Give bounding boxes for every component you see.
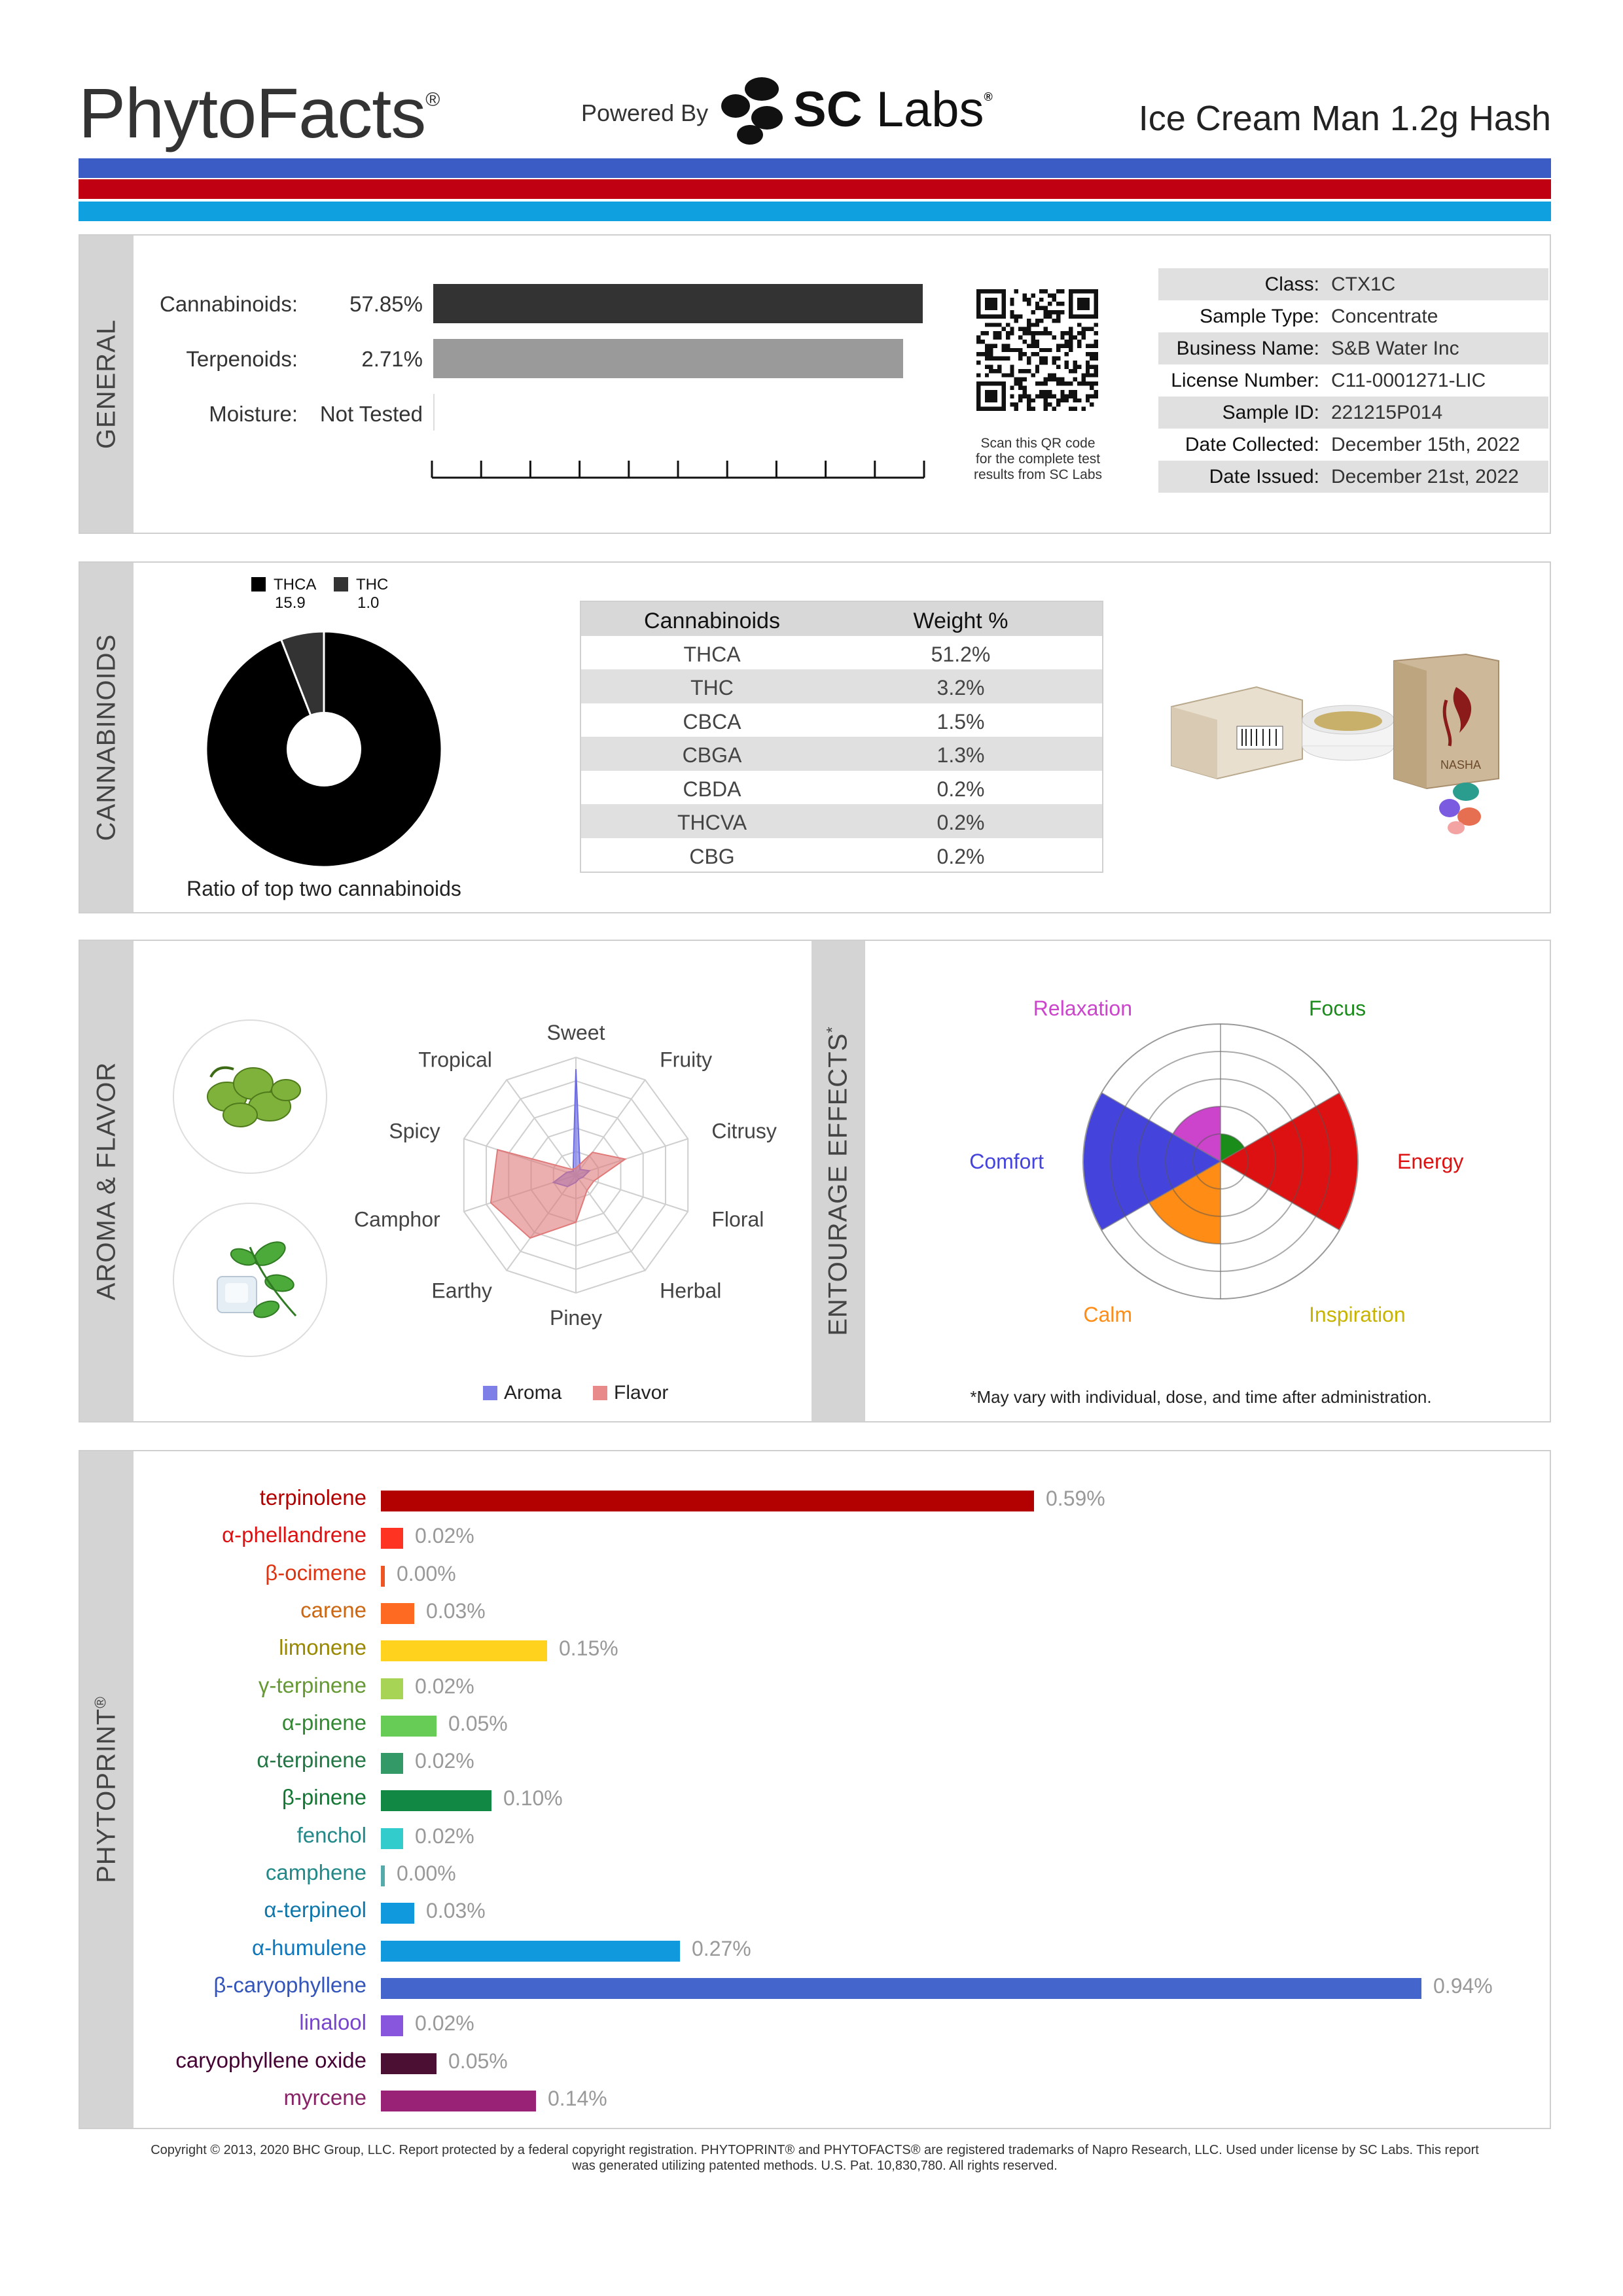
radar-axis-label-tropical: Tropical xyxy=(418,1048,492,1072)
terpene-value: 0.02% xyxy=(415,1749,474,1773)
header-stripe-light-blue xyxy=(79,202,1551,221)
info-row-license-number xyxy=(1158,364,1548,397)
info-value: December 15th, 2022 xyxy=(1331,434,1520,455)
terpene-value: 0.02% xyxy=(415,1824,474,1848)
terpene-bar xyxy=(381,1941,680,1962)
cannabinoids-bar xyxy=(433,284,923,323)
info-value: Concentrate xyxy=(1331,306,1438,327)
info-row-class xyxy=(1158,268,1548,300)
info-row-date-collected xyxy=(1158,429,1548,461)
qr-note-line: for the complete test xyxy=(975,451,1101,467)
radar-axis-label-piney: Piney xyxy=(549,1306,603,1330)
terpene-name: β-caryophyllene xyxy=(213,1972,366,1997)
info-row-sample-type xyxy=(1158,300,1548,332)
terpene-bar xyxy=(381,1828,403,1849)
lab-name-rest: Labs xyxy=(876,82,984,137)
terpene-value: 0.00% xyxy=(397,1862,456,1885)
radar-axis-label-camphor: Camphor xyxy=(354,1207,440,1231)
table-row xyxy=(581,636,1102,670)
info-value: C11-0001271-LIC xyxy=(1331,370,1486,391)
terpenoids-label: Terpenoids: xyxy=(186,347,298,371)
terpene-bar xyxy=(381,1978,1421,1999)
radar-axis-label-herbal: Herbal xyxy=(660,1279,722,1303)
sc-labs-mark-icon xyxy=(1439,783,1481,834)
header-stripe-red xyxy=(79,179,1551,199)
terpene-bar xyxy=(381,1640,547,1661)
legend-thca-swatch xyxy=(251,577,266,592)
legend-thc-swatch xyxy=(334,577,348,592)
terpene-bar xyxy=(381,1678,403,1699)
terpene-name: linalool xyxy=(299,2010,366,2035)
qr-note-line: results from SC Labs xyxy=(973,467,1103,482)
product-box-lettering: NASHA xyxy=(1440,758,1482,771)
terpene-value: 0.05% xyxy=(448,1711,508,1735)
terpene-bar xyxy=(381,1566,385,1587)
effect-label-inspiration: Inspiration xyxy=(1309,1302,1406,1326)
cannabinoids-section-label: CANNABINOIDS xyxy=(92,633,121,841)
effect-wedge-energy xyxy=(1221,1093,1358,1230)
terpene-value: 0.02% xyxy=(415,1524,474,1548)
terpene-value: 0.03% xyxy=(426,1899,486,1923)
terpene-bar xyxy=(381,1603,414,1624)
general-side-tab xyxy=(80,236,134,533)
copyright-line: was generated utilizing patented methods. U.S. Pat. 10,830,780. All rights reserved. xyxy=(572,2159,1058,2173)
terpene-name: α-humulene xyxy=(251,1935,366,1960)
moisture-bar-empty xyxy=(433,394,435,431)
lab-name-bold: SC xyxy=(793,82,863,137)
radar-axis-label-sweet: Sweet xyxy=(546,1021,605,1044)
product-box-right xyxy=(1394,654,1499,788)
table-header-cannabinoids: Cannabinoids xyxy=(644,609,780,633)
legend-flavor-label: Flavor xyxy=(614,1382,669,1404)
moisture-value: Not Tested xyxy=(319,402,423,426)
effect-label-relaxation: Relaxation xyxy=(1033,997,1132,1021)
terpene-name: caryophyllene oxide xyxy=(175,2047,366,2072)
general-section-label: GENERAL xyxy=(92,319,121,450)
terpene-name: β-ocimene xyxy=(265,1560,366,1585)
product-title: Ice Cream Man 1.2g Hash xyxy=(1138,99,1551,138)
effect-label-calm: Calm xyxy=(1083,1302,1132,1326)
aroma-section-label: AROMA & FLAVOR xyxy=(92,1061,121,1301)
table-cell-weight: 3.2% xyxy=(936,676,985,699)
table-cell-weight: 0.2% xyxy=(936,844,985,868)
qr-note xyxy=(949,436,1127,483)
terpene-value: 0.02% xyxy=(415,2011,474,2036)
table-cell-name: CBDA xyxy=(683,777,741,801)
table-cell-name: THC xyxy=(690,676,734,699)
phytoprint-label-text: PHYTOPRINT xyxy=(92,1708,121,1883)
table-row xyxy=(581,737,1102,771)
radar-axis-label-floral: Floral xyxy=(711,1207,764,1231)
terpene-bar xyxy=(381,2015,403,2036)
legend-aroma-label: Aroma xyxy=(504,1382,562,1404)
entourage-label-mark: * xyxy=(823,1026,842,1033)
table-cell-name: CBG xyxy=(689,844,735,868)
terpene-bar xyxy=(381,1865,385,1886)
info-key: Date Collected: xyxy=(1185,434,1319,455)
terpene-name: terpinolene xyxy=(259,1485,366,1510)
table-row xyxy=(581,771,1102,805)
radar-axis-label-fruity: Fruity xyxy=(660,1048,713,1072)
brand-logo xyxy=(79,72,439,154)
terpene-value: 0.02% xyxy=(415,1674,474,1698)
info-key: Sample Type: xyxy=(1200,306,1319,327)
terpene-bar xyxy=(381,1903,414,1924)
terpene-bar xyxy=(381,1491,1034,1511)
terpene-name: β-pinene xyxy=(281,1785,366,1810)
info-value: S&B Water Inc xyxy=(1331,338,1459,359)
radar-axis-label-spicy: Spicy xyxy=(389,1119,440,1143)
radar-axis-label-earthy: Earthy xyxy=(431,1279,492,1303)
table-header-row xyxy=(581,602,1102,636)
hops-illustration xyxy=(171,1018,329,1175)
effect-label-energy: Energy xyxy=(1397,1150,1464,1173)
moisture-label: Moisture: xyxy=(209,402,298,426)
entourage-section-label xyxy=(823,1026,853,1335)
entourage-effects-polar-chart xyxy=(942,988,1499,1354)
legend-thc-value: 1.0 xyxy=(357,594,380,612)
cannabinoids-side-tab xyxy=(80,563,134,912)
copyright-line: Copyright © 2013, 2020 BHC Group, LLC. Report protected by a federal copyright registration. PHYTOPRINT® and PHYTOFACTS® are registered trademarks of Napro Research, LLC. Used under license by SC Labs. This report xyxy=(151,2143,1479,2157)
entourage-footnote: *May vary with individual, dose, and time after administration. xyxy=(970,1387,1432,1407)
legend-thca-value: 15.9 xyxy=(275,594,306,612)
terpenoids-value: 2.71% xyxy=(361,347,423,371)
copyright-notice xyxy=(79,2142,1551,2174)
terpene-bar xyxy=(381,1753,403,1774)
brand-name: PhytoFacts xyxy=(79,73,426,152)
lab-registered-mark: ® xyxy=(984,90,993,103)
table-cell-name: THCVA xyxy=(677,811,747,834)
table-cell-weight: 0.2% xyxy=(936,777,985,801)
table-row xyxy=(581,838,1102,872)
phytoprint-section-label xyxy=(92,1696,121,1883)
legend-thca-name: THCA xyxy=(274,576,317,593)
info-key: Class: xyxy=(1264,274,1319,295)
terpenoids-bar xyxy=(433,339,903,378)
terpene-name: fenchol xyxy=(296,1822,366,1847)
terpene-name: γ-terpinene xyxy=(258,1672,366,1697)
entourage-side-tab xyxy=(812,941,865,1421)
phytoprint-side-tab xyxy=(80,1451,134,2128)
table-header-weight: Weight % xyxy=(913,609,1008,633)
table-cell-weight: 1.3% xyxy=(936,743,985,767)
aroma-side-tab xyxy=(80,941,134,1421)
info-key: Business Name: xyxy=(1176,338,1319,359)
table-row xyxy=(581,703,1102,737)
terpene-name: α-terpineol xyxy=(264,1898,366,1922)
general-scale-axis xyxy=(431,458,925,479)
info-row-date-issued xyxy=(1158,461,1548,493)
table-cell-name: CBCA xyxy=(683,709,741,733)
ice-mint-illustration xyxy=(171,1201,329,1358)
sc-labs-logo-icon xyxy=(719,77,784,145)
info-value: CTX1C xyxy=(1331,274,1396,295)
aroma-flavor-radar-chart xyxy=(340,985,812,1352)
powered-by-label: Powered By xyxy=(581,99,709,126)
terpene-name: limonene xyxy=(279,1635,366,1660)
table-cell-weight: 51.2% xyxy=(931,642,991,666)
radar-series-flavor xyxy=(491,1150,625,1238)
info-key: Date Issued: xyxy=(1209,466,1319,487)
phytoprint-label-mark: ® xyxy=(92,1696,110,1708)
terpene-bar xyxy=(381,2053,437,2074)
info-row-sample-id xyxy=(1158,397,1548,429)
terpene-value: 0.14% xyxy=(548,2086,607,2110)
entourage-label-text: ENTOURAGE EFFECTS xyxy=(823,1033,853,1336)
product-photo xyxy=(1158,648,1525,844)
effect-label-focus: Focus xyxy=(1309,997,1366,1021)
info-row-business-name xyxy=(1158,332,1548,364)
brand-registered-mark: ® xyxy=(425,89,440,111)
terpene-value: 0.15% xyxy=(559,1636,618,1661)
legend-aroma-swatch xyxy=(483,1386,497,1400)
effect-label-comfort: Comfort xyxy=(969,1150,1044,1173)
terpene-value: 0.10% xyxy=(503,1786,563,1810)
legend-thc-name: THC xyxy=(356,576,389,593)
info-key: License Number: xyxy=(1171,370,1319,391)
header-stripe-blue xyxy=(79,158,1551,178)
table-cell-weight: 1.5% xyxy=(936,709,985,733)
terpene-value: 0.59% xyxy=(1046,1487,1105,1510)
table-row xyxy=(581,669,1102,703)
cannabinoid-table xyxy=(580,601,1103,873)
terpene-bar xyxy=(381,1528,403,1549)
terpene-value: 0.05% xyxy=(448,2049,508,2073)
terpene-value: 0.00% xyxy=(397,1561,456,1585)
cannabinoids-value: 57.85% xyxy=(349,292,423,316)
info-key: Sample ID: xyxy=(1222,402,1319,423)
product-box-left xyxy=(1171,687,1302,779)
terpene-name: myrcene xyxy=(283,2085,366,2110)
cannabinoid-ratio-donut xyxy=(203,628,445,870)
donut-hole xyxy=(287,712,361,786)
qr-code[interactable] xyxy=(976,289,1098,411)
terpene-name: α-pinene xyxy=(281,1710,366,1735)
legend-flavor-swatch xyxy=(593,1386,607,1400)
lab-name xyxy=(793,81,993,138)
terpene-value: 0.27% xyxy=(692,1936,751,1960)
terpene-bar xyxy=(381,2091,536,2111)
info-value: 221215P014 xyxy=(1331,402,1443,423)
qr-note-line: Scan this QR code xyxy=(980,436,1096,451)
radar-axis-label-citrusy: Citrusy xyxy=(711,1119,777,1143)
table-cell-weight: 0.2% xyxy=(936,811,985,834)
terpene-name: α-terpinene xyxy=(257,1748,366,1773)
product-jar xyxy=(1302,705,1394,760)
terpene-name: α-phellandrene xyxy=(222,1523,366,1547)
terpene-value: 0.03% xyxy=(426,1598,486,1623)
table-cell-name: THCA xyxy=(683,642,741,666)
terpene-name: camphene xyxy=(265,1860,366,1884)
terpene-value: 0.94% xyxy=(1433,1973,1493,1998)
terpene-bar xyxy=(381,1790,491,1811)
terpene-name: carene xyxy=(300,1597,366,1622)
info-value: December 21st, 2022 xyxy=(1331,466,1519,487)
cannabinoids-label: Cannabinoids: xyxy=(160,292,298,316)
pie-caption: Ratio of top two cannabinoids xyxy=(187,877,461,900)
terpene-bar xyxy=(381,1716,437,1737)
table-cell-name: CBGA xyxy=(682,743,742,767)
table-row xyxy=(581,804,1102,838)
